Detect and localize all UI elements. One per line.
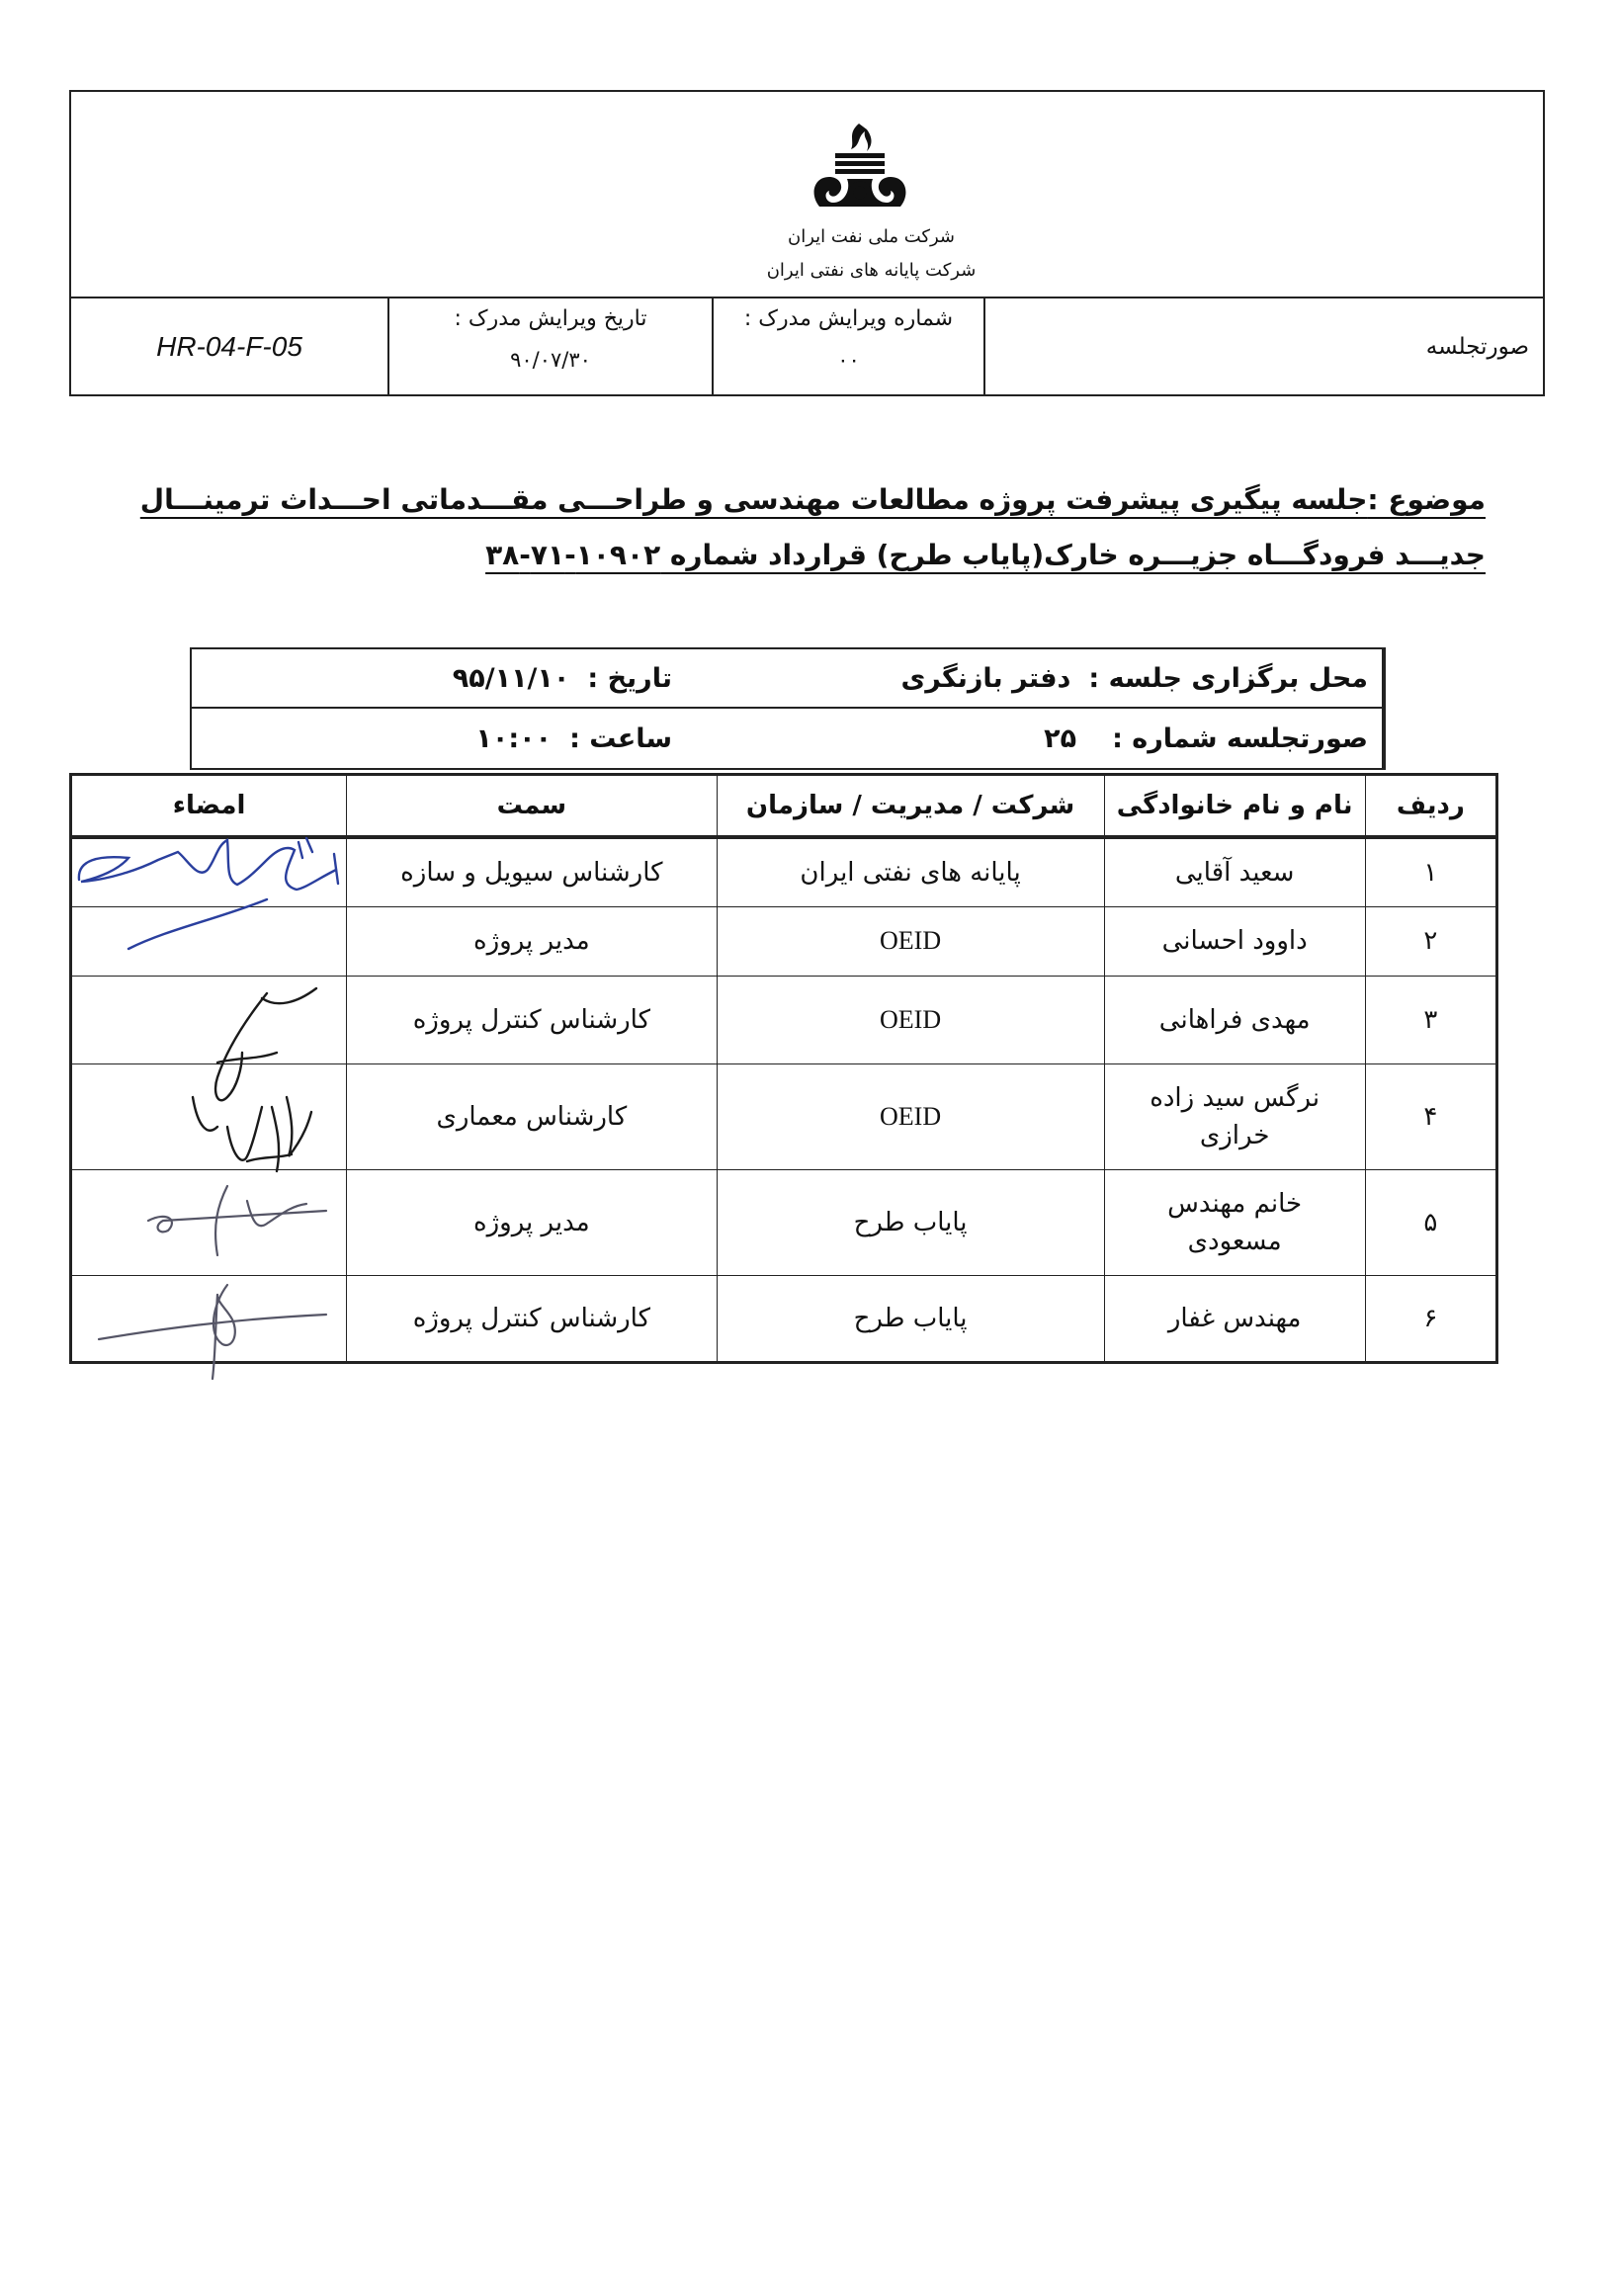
revision-number-value: ۰۰ [837, 348, 860, 372]
row-organization: OEID [717, 1063, 1104, 1169]
row-signature [71, 1169, 347, 1275]
minutes-number-label: صورتجلسه شماره : [1112, 723, 1368, 754]
table-row [71, 1169, 1497, 1275]
time-label: ساعت : [569, 723, 672, 754]
document-header [69, 90, 1545, 396]
col-signature-header: امضاء [71, 775, 347, 838]
location-label: محل برگزاری جلسه : [1088, 662, 1368, 694]
time-value: ۱۰:۰۰ [475, 723, 553, 754]
row-name: داوود احسانی [1104, 906, 1365, 976]
minutes-number-value: ۲۵ [1044, 723, 1077, 754]
company-name: شرکت ملی نفت ایران [788, 226, 955, 247]
revision-date-label: تاریخ ویرایش مدرک : [454, 306, 647, 331]
row-name: مهندس غفار [1104, 1275, 1365, 1362]
attendees-header-row [71, 775, 1497, 838]
revision-date-value: ۹۰/۰۷/۳۰ [510, 348, 591, 372]
nioc-logo-icon [808, 120, 911, 218]
table-row [71, 906, 1497, 976]
row-signature [71, 837, 347, 906]
date-value: ۹۵/۱۱/۱۰ [452, 662, 570, 694]
minutes-number-cell [686, 709, 1384, 768]
subject-label: موضوع : [1367, 483, 1486, 516]
row-signature [71, 1275, 347, 1362]
row-name: مهدی فراهانی [1104, 976, 1365, 1063]
subsidiary-name: شرکت پایانه های نفتی ایران [766, 260, 977, 281]
table-row [71, 837, 1497, 906]
row-name: نرگس سید زاده خرازی [1104, 1063, 1365, 1169]
row-position: کارشناس سیویل و سازه [347, 837, 717, 906]
location-value: دفتر بازنگری [900, 662, 1071, 694]
document-code: HR-04-F-05 [71, 297, 389, 396]
date-cell [192, 649, 686, 709]
row-position: مدیر پروژه [347, 1169, 717, 1275]
row-name: خانم مهندس مسعودی [1104, 1169, 1365, 1275]
row-position: کارشناس معماری [347, 1063, 717, 1169]
row-signature [71, 976, 347, 1063]
date-label: تاریخ : [587, 662, 672, 694]
row-name: سعید آقایی [1104, 837, 1365, 906]
row-index: ۵ [1365, 1169, 1496, 1275]
row-index: ۳ [1365, 976, 1496, 1063]
row-organization: OEID [717, 976, 1104, 1063]
location-cell [686, 649, 1384, 709]
header-logo-area [71, 92, 1543, 298]
row-organization: پایانه های نفتی ایران [717, 837, 1104, 906]
row-index: ۴ [1365, 1063, 1496, 1169]
form-title: صورتجلسه [1425, 333, 1529, 360]
subject-text: جلسه پیگیری پیشرفت پروژه مطالعات مهندسی و طراحـــی مقـــدماتی احـــداث ترمینـــال جدیـــد فرودگـــاه جزیـــره خارک(پایاب طرح) قرارداد شماره ۱۰۹۰۲-۷۱-۳۸ [139, 483, 1486, 571]
row-organization: پایاب طرح [717, 1169, 1104, 1275]
col-position-header: سمت [347, 775, 717, 838]
revision-number-cell [714, 297, 985, 396]
revision-number-label: شماره ویرایش مدرک : [743, 306, 954, 331]
attendees-table [69, 773, 1498, 1364]
col-organization-header: شرکت / مدیریت / سازمان [717, 775, 1104, 838]
revision-date-cell [389, 297, 714, 396]
meeting-info-table [190, 647, 1386, 770]
row-signature [71, 1063, 347, 1169]
row-organization: OEID [717, 906, 1104, 976]
meeting-subject [131, 472, 1486, 583]
table-row [71, 1063, 1497, 1169]
table-row [71, 976, 1497, 1063]
header-info-row [71, 297, 1543, 396]
row-index: ۲ [1365, 906, 1496, 976]
col-name-header: نام و نام خانوادگی [1104, 775, 1365, 838]
row-index: ۶ [1365, 1275, 1496, 1362]
table-row [71, 1275, 1497, 1362]
row-position: کارشناس کنترل پروژه [347, 1275, 717, 1362]
row-index: ۱ [1365, 837, 1496, 906]
col-index-header: ردیف [1365, 775, 1496, 838]
row-position: مدیر پروژه [347, 906, 717, 976]
row-organization: پایاب طرح [717, 1275, 1104, 1362]
row-signature [71, 906, 347, 976]
time-cell [192, 709, 686, 768]
row-position: کارشناس کنترل پروژه [347, 976, 717, 1063]
